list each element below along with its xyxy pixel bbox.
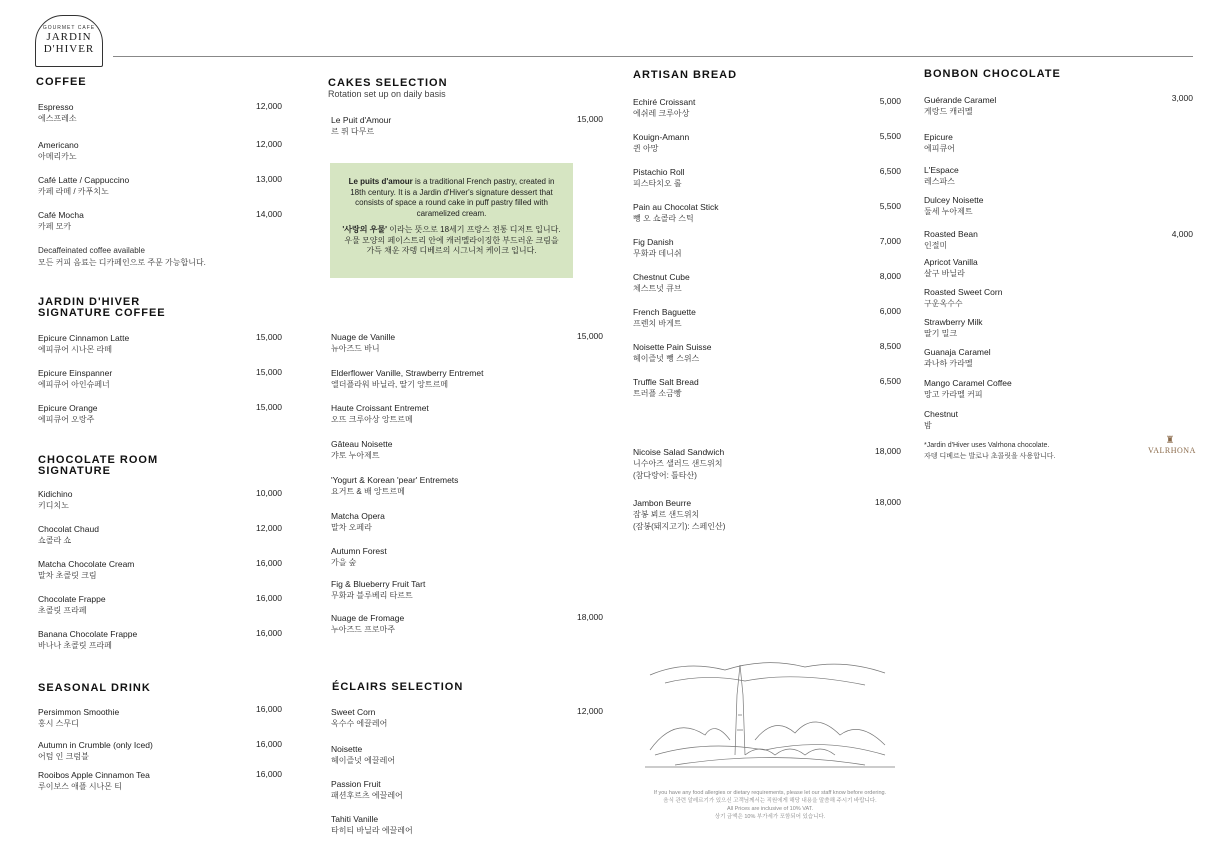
item-korean: 패션후르츠 에끌레어 <box>331 791 403 800</box>
menu-item <box>38 101 77 125</box>
item-korean: 망고 카라멜 커피 <box>924 390 983 399</box>
item-korean: 바나나 초콜릿 프라페 <box>38 641 112 650</box>
item-name: Epicure Orange <box>38 403 98 413</box>
menu-item <box>633 497 725 533</box>
item-name: Le Puit d'Amour <box>331 115 392 125</box>
item-price: 16,000 <box>256 704 282 714</box>
item-korean: 옥수수 에끌레어 <box>331 719 388 728</box>
cakes-subtitle: Rotation set up on daily basis <box>328 89 446 99</box>
menu-item <box>633 341 711 365</box>
item-price: 13,000 <box>256 174 282 184</box>
menu-item <box>924 408 958 432</box>
description-ko-bold: '사랑의 우물' <box>342 225 388 234</box>
item-name: Espresso <box>38 102 74 112</box>
item-korean: 요거트 & 배 앙트르메 <box>331 487 405 496</box>
item-origin: (잠봉(돼지고기): 스페인산) <box>633 522 726 531</box>
chocroom-title <box>38 455 158 477</box>
item-price: 14,000 <box>256 209 282 219</box>
puits-damour-description <box>330 163 573 278</box>
item-korean: 과나하 카라멜 <box>924 359 973 368</box>
item-korean: 말차 초콜릿 크림 <box>38 571 97 580</box>
item-korean: 잠봉 뵈르 샌드위치 <box>633 510 700 519</box>
item-korean: 뺑 오 쇼콜라 스틱 <box>633 214 694 223</box>
menu-item <box>331 545 387 569</box>
item-korean: 밤 <box>924 421 932 430</box>
item-price: 15,000 <box>256 367 282 377</box>
valrhona-logo <box>1148 435 1196 455</box>
logo-subtitle: GOURMET CAFE <box>42 25 96 31</box>
item-price: 6,500 <box>879 166 901 176</box>
eclairs-title: ÉCLAIRS SELECTION <box>332 681 464 693</box>
item-name: 'Yogurt & Korean 'pear' Entremets <box>331 475 459 485</box>
cakes-title: CAKES SELECTION <box>328 77 448 89</box>
item-price: 16,000 <box>256 739 282 749</box>
item-name: Matcha Chocolate Cream <box>38 559 135 569</box>
menu-item <box>331 474 458 498</box>
item-name: Echiré Croissant <box>633 97 696 107</box>
item-name: Chocolate Frappe <box>38 594 106 604</box>
item-korean: 아메리카노 <box>38 152 77 161</box>
item-name: Americano <box>38 140 79 150</box>
item-name: Truffle Salt Bread <box>633 377 699 387</box>
decaf-note <box>38 245 206 269</box>
bonbon-title: BONBON CHOCOLATE <box>924 68 1061 80</box>
item-name: Fig Danish <box>633 237 674 247</box>
item-korean: 에피큐어 시나몬 라떼 <box>38 345 112 354</box>
chocroom-title-line1: CHOCOLATE ROOM <box>38 454 159 466</box>
item-korean: 카페 모카 <box>38 222 72 231</box>
footer-line2: 음식 관련 알레르기가 있으신 고객님께서는 직원에게 해당 내용을 말씀해 주시기 바랍니다. <box>663 798 877 804</box>
chocroom-title-line2: SIGNATURE <box>38 465 111 477</box>
item-korean: 르 퓌 다무르 <box>331 127 375 136</box>
item-korean: 무화과 블루베리 타르트 <box>331 591 413 600</box>
item-korean: 구운옥수수 <box>924 299 963 308</box>
item-korean: 쇼콜라 쇼 <box>38 536 72 545</box>
item-price: 15,000 <box>256 402 282 412</box>
item-korean: 에피큐어 아인슈페너 <box>38 380 110 389</box>
menu-item <box>38 706 119 730</box>
menu-item <box>633 201 719 225</box>
item-korean: 루이보스 애플 시나몬 티 <box>38 782 122 791</box>
decaf-note-en: Decaffeinated coffee available <box>38 246 145 255</box>
item-name: Nuage de Vanille <box>331 332 396 342</box>
item-korean: 키디치노 <box>38 501 69 510</box>
item-korean: 가을 숲 <box>331 558 357 567</box>
menu-item <box>38 209 84 233</box>
menu-item <box>633 131 689 155</box>
item-name: Strawberry Milk <box>924 317 983 327</box>
menu-item <box>924 346 991 370</box>
item-korean: 에피큐어 오랑주 <box>38 415 95 424</box>
item-name: Elderflower Vanille, Strawberry Entremet <box>331 368 484 378</box>
item-name: Persimmon Smoothie <box>38 707 120 717</box>
menu-item <box>38 139 79 163</box>
menu-item <box>331 367 483 391</box>
item-korean: 피스타치오 롤 <box>633 179 682 188</box>
description-ko-text: 이라는 뜻으로 18세기 프랑스 전통 디저트 입니다. 우물 모양의 페이스트리 안에 캐러멜라이징한 부드러운 크림을 가득 채운 자뎅 디베르의 시그니처 케이크 입니다. <box>344 225 561 255</box>
logo-line2: D'HIVER <box>43 43 95 55</box>
item-name: Rooibos Apple Cinnamon Tea <box>38 770 150 780</box>
description-en-bold: Le puits d'amour <box>348 177 413 186</box>
item-price: 7,000 <box>879 236 901 246</box>
item-name: Fig & Blueberry Fruit Tart <box>331 579 426 589</box>
menu-item <box>331 331 395 355</box>
menu-item <box>38 593 106 617</box>
bread-title: ARTISAN BREAD <box>633 69 738 81</box>
item-price: 15,000 <box>577 331 603 341</box>
menu-item <box>924 286 1002 310</box>
item-price: 12,000 <box>256 523 282 533</box>
item-name: Guérande Caramel <box>924 95 997 105</box>
item-name: Gâteau Noisette <box>331 439 393 449</box>
item-korean: 에피큐어 <box>924 144 955 153</box>
item-name: Autumn Forest <box>331 546 387 556</box>
item-korean: 홍시 스무디 <box>38 719 79 728</box>
item-price: 8,000 <box>879 271 901 281</box>
item-name: Guanaja Caramel <box>924 347 991 357</box>
menu-item <box>924 316 983 340</box>
item-name: Banana Chocolate Frappe <box>38 629 138 639</box>
signature-title-line1: JARDIN D'HIVER <box>38 296 141 308</box>
item-korean: 카페 라떼 / 카푸치노 <box>38 187 109 196</box>
item-name: Pain au Chocolat Stick <box>633 202 719 212</box>
item-korean: 트러플 소금빵 <box>633 389 682 398</box>
item-price: 3,000 <box>1171 93 1193 103</box>
item-name: Passion Fruit <box>331 779 381 789</box>
item-name: Epicure <box>924 132 953 142</box>
valrhona-note <box>924 440 1055 462</box>
item-korean: 니수아즈 샐러드 샌드위치 <box>633 459 723 468</box>
item-price: 4,000 <box>1171 229 1193 239</box>
item-name: Epicure Einspanner <box>38 368 113 378</box>
item-name: Noisette <box>331 744 363 754</box>
item-price: 5,500 <box>879 131 901 141</box>
item-korean: 무화과 데니쉬 <box>633 249 682 258</box>
menu-item <box>38 628 137 652</box>
menu-item <box>38 769 150 793</box>
item-name: Haute Croissant Entremet <box>331 403 429 413</box>
item-name: Café Mocha <box>38 210 84 220</box>
item-korean: 어텀 인 크럼블 <box>38 752 89 761</box>
item-name: Mango Caramel Coffee <box>924 378 1012 388</box>
item-korean: 말차 오페라 <box>331 523 372 532</box>
menu-item <box>331 706 387 730</box>
valrhona-note-ko: 자뎅 디베르는 발로나 초콜릿을 사용합니다. <box>924 453 1056 460</box>
item-name: Matcha Opera <box>331 511 385 521</box>
item-name: Noisette Pain Suisse <box>633 342 712 352</box>
item-korean: 둘세 누아제트 <box>924 207 973 216</box>
description-ko <box>340 225 563 257</box>
signature-title <box>38 297 166 319</box>
footer-line4: 상기 금액은 10% 부가세가 포함되어 있습니다. <box>714 814 826 820</box>
menu-item <box>633 446 724 482</box>
valrhona-emblem-icon: ♜ <box>1165 435 1175 446</box>
menu-item <box>924 228 978 252</box>
item-price: 18,000 <box>577 612 603 622</box>
item-korean: 헤이즐넛 뺑 스위스 <box>633 354 700 363</box>
item-korean: 오뜨 크루아상 앙트르메 <box>331 415 413 424</box>
menu-item <box>38 174 129 198</box>
item-name: Pistachio Roll <box>633 167 685 177</box>
item-korean: 누아즈드 프로마주 <box>331 625 396 634</box>
item-name: Apricot Vanilla <box>924 257 978 267</box>
allergy-footer <box>600 789 940 821</box>
menu-item <box>633 166 685 190</box>
item-name: Tahiti Vanille <box>331 814 379 824</box>
item-korean: 프렌치 바게트 <box>633 319 682 328</box>
menu-item <box>633 376 699 400</box>
menu-item <box>924 94 996 118</box>
valrhona-note-en: *Jardin d'Hiver uses Valrhona chocolate. <box>924 442 1050 449</box>
menu-item <box>331 114 391 138</box>
signature-title-line2: SIGNATURE COFFEE <box>38 307 166 319</box>
item-korean: 타히티 바닐라 에끌레어 <box>331 826 413 835</box>
item-price: 18,000 <box>875 497 901 507</box>
item-price: 16,000 <box>256 769 282 779</box>
item-price: 18,000 <box>875 446 901 456</box>
menu-item <box>633 306 696 330</box>
header-rule <box>113 56 1193 57</box>
menu-item <box>924 256 978 280</box>
item-korean: 에쉬레 크루아상 <box>633 109 690 118</box>
item-price: 8,500 <box>879 341 901 351</box>
item-korean: 헤이즐넛 에끌레어 <box>331 756 396 765</box>
paris-sketch-illustration <box>645 655 895 775</box>
item-name: Kidichino <box>38 489 73 499</box>
item-name: Chestnut Cube <box>633 272 690 282</box>
item-korean: 갸토 누아제트 <box>331 451 380 460</box>
item-price: 16,000 <box>256 558 282 568</box>
seasonal-title: SEASONAL DRINK <box>38 682 151 694</box>
menu-item <box>331 578 425 602</box>
item-name: Jambon Beurre <box>633 498 692 508</box>
menu-item <box>331 438 392 462</box>
item-korean: 퀸 아망 <box>633 144 659 153</box>
menu-item <box>38 558 134 582</box>
item-korean: 살구 바닐라 <box>924 269 965 278</box>
logo-line1: JARDIN <box>46 31 92 43</box>
item-korean: 엘더플라워 바닐라, 딸기 앙트르메 <box>331 380 449 389</box>
footer-line1: If you have any food allergies or dietary requirements, please let our staff know before ordering. <box>653 790 887 796</box>
item-price: 12,000 <box>577 706 603 716</box>
menu-item <box>331 813 413 837</box>
menu-item <box>331 778 403 802</box>
logo <box>35 15 103 67</box>
menu-item <box>633 236 682 260</box>
item-name: L'Espace <box>924 165 959 175</box>
item-korean: 초콜릿 프라페 <box>38 606 87 615</box>
menu-item <box>331 743 395 767</box>
valrhona-wordmark: VALRHONA <box>1148 446 1196 455</box>
item-name: Chocolat Chaud <box>38 524 99 534</box>
item-price: 12,000 <box>256 139 282 149</box>
menu-item <box>924 377 1012 401</box>
description-en-text: is a traditional French pastry, created in 18th century. It is a Jardin d'Hiver's signature dessert that consists of space a round cake in puff pastry filled with caramelized cream. <box>350 177 555 218</box>
item-price: 6,500 <box>879 376 901 386</box>
footer-line3: All Prices are inclusive of 10% VAT. <box>727 806 813 812</box>
item-korean: 딸기 밀크 <box>924 329 958 338</box>
menu-item <box>38 523 99 547</box>
menu-item <box>924 164 959 188</box>
item-korean: 인절미 <box>924 241 948 250</box>
item-name: Autumn in Crumble (only Iced) <box>38 740 153 750</box>
item-price: 16,000 <box>256 593 282 603</box>
item-name: French Baguette <box>633 307 696 317</box>
menu-item <box>331 402 429 426</box>
menu-item <box>38 367 112 391</box>
item-price: 10,000 <box>256 488 282 498</box>
item-price: 12,000 <box>256 101 282 111</box>
item-price: 15,000 <box>256 332 282 342</box>
menu-item <box>331 612 404 636</box>
menu-item <box>331 510 385 534</box>
menu-item <box>38 332 129 356</box>
item-origin: (참다랑어: 틀타산) <box>633 471 697 480</box>
menu-item <box>38 402 98 426</box>
coffee-title: COFFEE <box>36 76 87 88</box>
item-name: Dulcey Noisette <box>924 195 984 205</box>
item-korean: 체스트넛 큐브 <box>633 284 682 293</box>
item-name: Chestnut <box>924 409 959 419</box>
item-korean: 뉴아즈드 바니 <box>331 344 380 353</box>
menu-item <box>38 488 73 512</box>
item-price: 16,000 <box>256 628 282 638</box>
item-name: Café Latte / Cappuccino <box>38 175 130 185</box>
item-name: Nicoise Salad Sandwich <box>633 447 725 457</box>
item-name: Kouign-Amann <box>633 132 690 142</box>
item-name: Nuage de Fromage <box>331 613 405 623</box>
item-name: Roasted Bean <box>924 229 978 239</box>
item-name: Epicure Cinnamon Latte <box>38 333 130 343</box>
menu-item <box>924 131 955 155</box>
menu-item <box>38 739 153 763</box>
item-korean: 레스파스 <box>924 177 955 186</box>
menu-item <box>633 96 695 120</box>
description-en <box>340 177 563 219</box>
item-korean: 에스프레소 <box>38 114 77 123</box>
item-price: 5,500 <box>879 201 901 211</box>
item-korean: 게랑드 캐러멜 <box>924 107 973 116</box>
item-price: 15,000 <box>577 114 603 124</box>
menu-item <box>924 194 984 218</box>
item-name: Sweet Corn <box>331 707 376 717</box>
item-name: Roasted Sweet Corn <box>924 287 1003 297</box>
decaf-note-ko: 모든 커피 음료는 디카페인으로 주문 가능합니다. <box>38 258 206 267</box>
menu-item <box>633 271 690 295</box>
item-price: 6,000 <box>879 306 901 316</box>
item-price: 5,000 <box>879 96 901 106</box>
